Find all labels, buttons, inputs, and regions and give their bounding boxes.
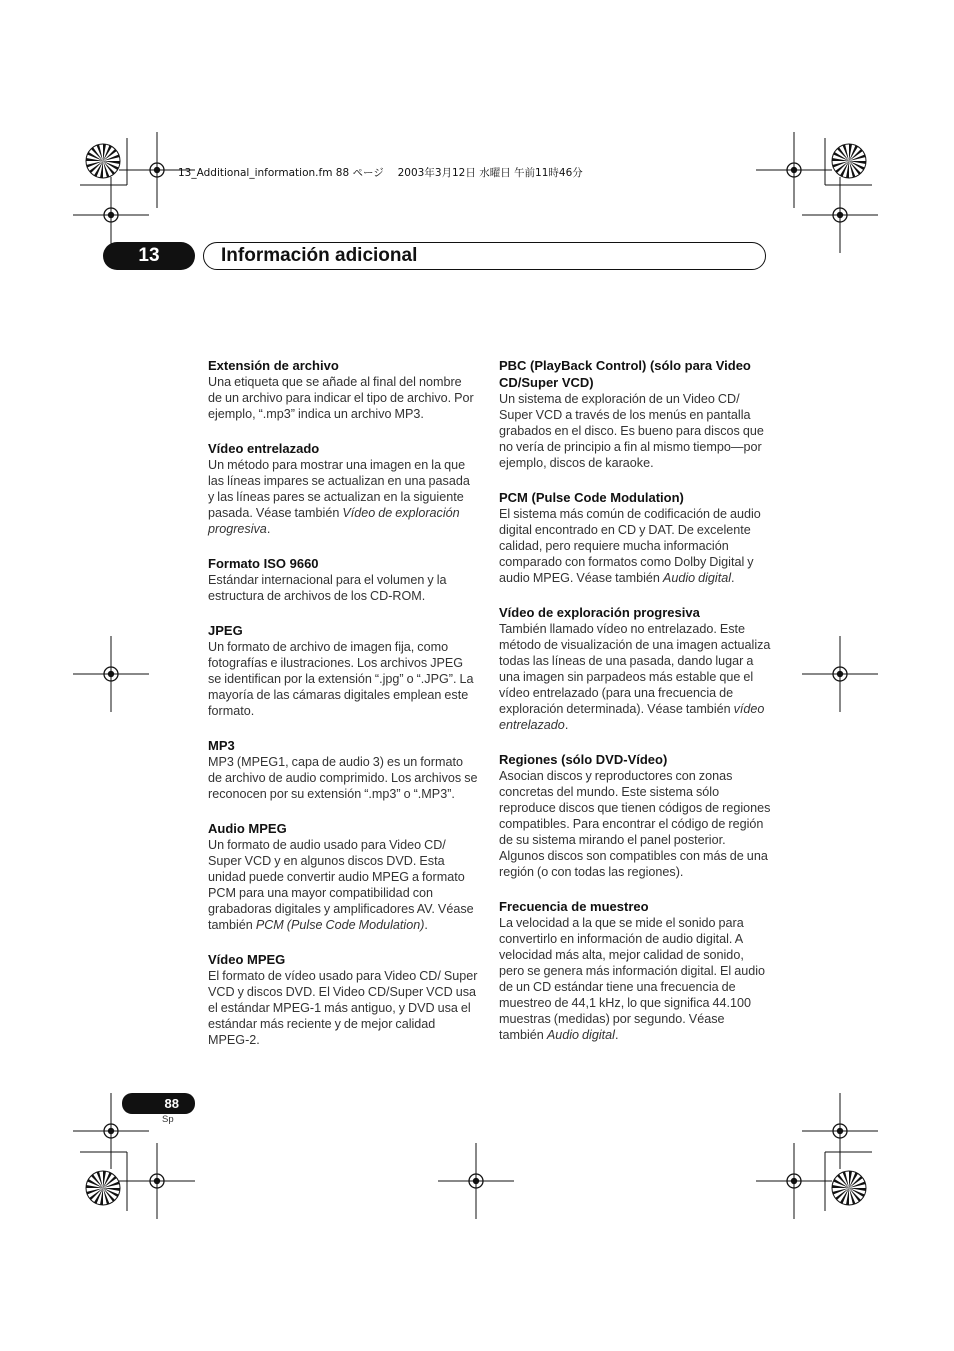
glossary-entry xyxy=(499,751,771,880)
glossary-entry xyxy=(208,357,478,422)
definition-text: La velocidad a la que se mide el sonido para convertirlo en información de audio digital. A velocidad más alta, mejor calidad de sonido, pero se genera más información digital. El audio de un CD estándar tiene una frecuencia de muestreo de 44,1 kHz, lo que significa 44.100 muestras (medidas) por segundo. Véase también xyxy=(499,916,766,1042)
glossary-definition xyxy=(499,506,771,586)
glossary-entry xyxy=(208,555,478,604)
glossary-entry xyxy=(208,440,478,537)
glossary-entry xyxy=(499,357,771,471)
definition-text: Un formato de archivo de imagen fija, como fotografías e ilustraciones. Los archivos JPEG se identifican por la extensión “.jpg” o “.JPG”. La mayoría de las cámaras digitales emplean este formato. xyxy=(208,640,474,718)
glossary-definition xyxy=(499,391,771,471)
glossary-term: JPEG xyxy=(208,623,243,638)
page-number-badge xyxy=(122,1093,195,1114)
definition-text: Un formato de audio usado para Video CD/ Super VCD y en algunos discos DVD. Esta unidad puede convertir audio MPEG a formato PCM para una mayor compatibilidad con grabadoras digitales y amplificadores AV. Véase también xyxy=(208,838,474,932)
definition-text: MP3 (MPEG1, capa de audio 3) es un formato de archivo de audio comprimido. Los archivos se reconocen por su extensión “.mp3” o “.MP3”. xyxy=(208,755,478,801)
chapter-number-badge xyxy=(103,242,195,270)
glossary-definition xyxy=(208,572,478,604)
glossary-entry xyxy=(208,622,478,719)
glossary-term: Frecuencia de muestreo xyxy=(499,899,649,914)
glossary-right-column xyxy=(499,357,771,1061)
definition-text: También llamado vídeo no entrelazado. Este método de visualización de una imagen actualiza todas las líneas de una pasada, dando lugar a una imagen sin parpadeos más estable que el vídeo entrelazado (para una frecuencia de exploración determinada). Véase también xyxy=(499,622,771,716)
cross-reference: vídeo entrelazado xyxy=(499,702,765,732)
cross-reference: PCM (Pulse Code Modulation) xyxy=(255,918,425,932)
glossary-definition xyxy=(208,837,478,933)
page-number: 88 xyxy=(164,1096,179,1111)
chapter-number: 13 xyxy=(138,245,160,266)
glossary-entry xyxy=(208,737,478,802)
definition-text: Un sistema de exploración de un Video CD/ Super VCD a través de los menús en pantalla grabados en el disco. Es bueno para discos que no vería de principio a fin al mismo tiempo—por ejemplo, discos de karaoke. xyxy=(499,392,764,470)
glossary-definition xyxy=(208,457,478,537)
chapter-title: Información adicional xyxy=(221,245,418,266)
cross-reference: Vídeo de exploración progresiva xyxy=(208,506,460,536)
glossary-definition xyxy=(208,968,478,1048)
glossary-definition xyxy=(499,621,771,733)
glossary-definition xyxy=(208,754,478,802)
glossary-definition xyxy=(208,639,478,719)
glossary-term: MP3 xyxy=(208,738,235,753)
glossary-entry xyxy=(499,489,771,586)
definition-text: . xyxy=(564,718,569,732)
definition-text: El sistema más común de codificación de audio digital encontrado en CD y DAT. De excelente calidad, pero requiere mucha información comparado con formatos como Dolby Digital y audio MPEG. Véase también xyxy=(499,507,761,585)
cross-reference: Audio digital xyxy=(662,571,732,585)
definition-text: Estándar internacional para el volumen y la estructura de archivos de los CD-ROM. xyxy=(208,573,447,603)
glossary-definition xyxy=(499,768,771,880)
glossary-entry xyxy=(208,951,478,1048)
definition-text: Asocian discos y reproductores con zonas concretas del mundo. Este sistema sólo reproduce discos que tienen códigos de regiones compatibles. Para encontrar el código de región de su sistema mirando el panel posterior. Algunos discos son compatibles con más de una región (o con todas las regiones). xyxy=(499,769,771,879)
definition-text: . xyxy=(266,522,271,536)
glossary-term: PCM (Pulse Code Modulation) xyxy=(499,490,684,505)
glossary-entry xyxy=(499,898,771,1043)
glossary-term: Formato ISO 9660 xyxy=(208,556,319,571)
glossary-term: Vídeo MPEG xyxy=(208,952,286,967)
glossary-term: Vídeo de exploración progresiva xyxy=(499,605,700,620)
definition-text: . xyxy=(614,1028,619,1042)
definition-text: . xyxy=(731,571,735,585)
glossary-definition xyxy=(208,374,478,422)
page-language: Sp xyxy=(162,1114,174,1125)
definition-text: . xyxy=(424,918,428,932)
definition-text: Una etiqueta que se añade al final del nombre de un archivo para indicar el tipo de archivo. Por ejemplo, “.mp3” indica un archivo MP3. xyxy=(208,375,474,421)
print-header: 13_Additional_information.fm 88 ページ 2003年3月12日 水曜日 午前11時46分 xyxy=(178,167,583,179)
definition-text: El formato de vídeo usado para Video CD/ Super VCD y discos DVD. El Video CD/Super VCD usa el estándar MPEG-1 más antiguo, y DVD usa el estándar más reciente y de mejor calidad MPEG-2. xyxy=(208,969,478,1047)
glossary-term: PBC (PlayBack Control) (sólo para Video CD/Super VCD) xyxy=(499,358,751,390)
glossary-entry xyxy=(499,604,771,733)
glossary-left-column xyxy=(208,357,478,1066)
glossary-definition xyxy=(499,915,771,1043)
glossary-term: Vídeo entrelazado xyxy=(208,441,320,456)
glossary-term: Regiones (sólo DVD-Vídeo) xyxy=(499,752,668,767)
glossary-term: Audio MPEG xyxy=(208,821,287,836)
glossary-entry xyxy=(208,820,478,933)
glossary-term: Extensión de archivo xyxy=(208,358,339,373)
chapter-title-box xyxy=(203,242,766,270)
definition-text: Un método para mostrar una imagen en la que las líneas impares se actualizan en una pasada y las líneas pares se actualizan en la siguiente pasada. Véase también xyxy=(208,458,470,520)
cross-reference: Audio digital xyxy=(546,1028,615,1042)
